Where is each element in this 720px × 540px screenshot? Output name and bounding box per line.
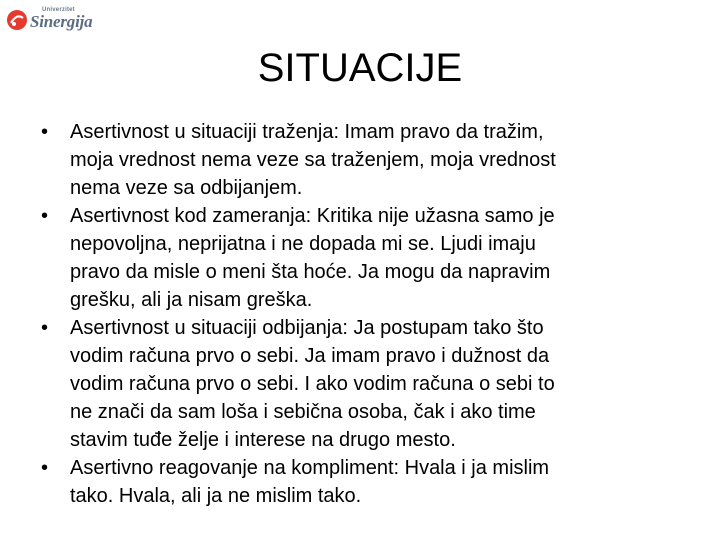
bullet-line: nepovoljna, neprijatna i ne dopada mi se. Ljudi imaju	[70, 233, 536, 255]
bullet-line: pravo da misle o meni šta hoće. Ja mogu da napravim	[70, 261, 551, 283]
bullet-line: grešku, ali ja nisam greška.	[70, 289, 313, 311]
bullet-item	[36, 202, 676, 314]
bullet-icon: •	[41, 121, 49, 143]
university-logo	[6, 5, 106, 35]
sinergija-logo-mark-icon	[6, 9, 28, 31]
bullet-line: Asertivnost u situaciji odbijanja: Ja postupam tako što	[70, 317, 544, 339]
bullet-item	[36, 314, 676, 454]
bullet-icon: •	[41, 317, 49, 339]
logo-name: Sinergija	[30, 12, 93, 31]
slide-title: SITUACIJE	[257, 46, 463, 90]
bullet-line: tako. Hvala, ali ja ne mislim tako.	[70, 485, 362, 507]
bullet-icon: •	[41, 205, 49, 227]
bullet-line: moja vrednost nema veze sa traženjem, moja vrednost	[70, 149, 556, 171]
bullet-line: Asertivnost kod zameranja: Kritika nije užasna samo je	[70, 205, 555, 227]
bullet-line: stavim tuđe želje i interese na drugo mesto.	[70, 429, 456, 451]
bullet-item	[36, 118, 676, 202]
bullet-line: ne znači da sam loša i sebična osoba, čak i ako time	[70, 401, 536, 423]
bullet-line: vodim računa prvo o sebi. Ja imam pravo i dužnost da	[70, 345, 550, 367]
bullet-list	[36, 118, 676, 510]
bullet-line: Asertivnost u situaciji traženja: Imam pravo da tražim,	[70, 121, 544, 143]
bullet-line: nema veze sa odbijanjem.	[70, 177, 303, 199]
bullet-line: Asertivno reagovanje na kompliment: Hvala i ja mislim	[70, 457, 550, 479]
bullet-line: vodim računa prvo o sebi. I ako vodim računa o sebi to	[70, 373, 555, 395]
bullet-icon: •	[41, 457, 49, 479]
bullet-item	[36, 454, 676, 510]
logo-small-text: Univerzitet	[42, 7, 75, 13]
